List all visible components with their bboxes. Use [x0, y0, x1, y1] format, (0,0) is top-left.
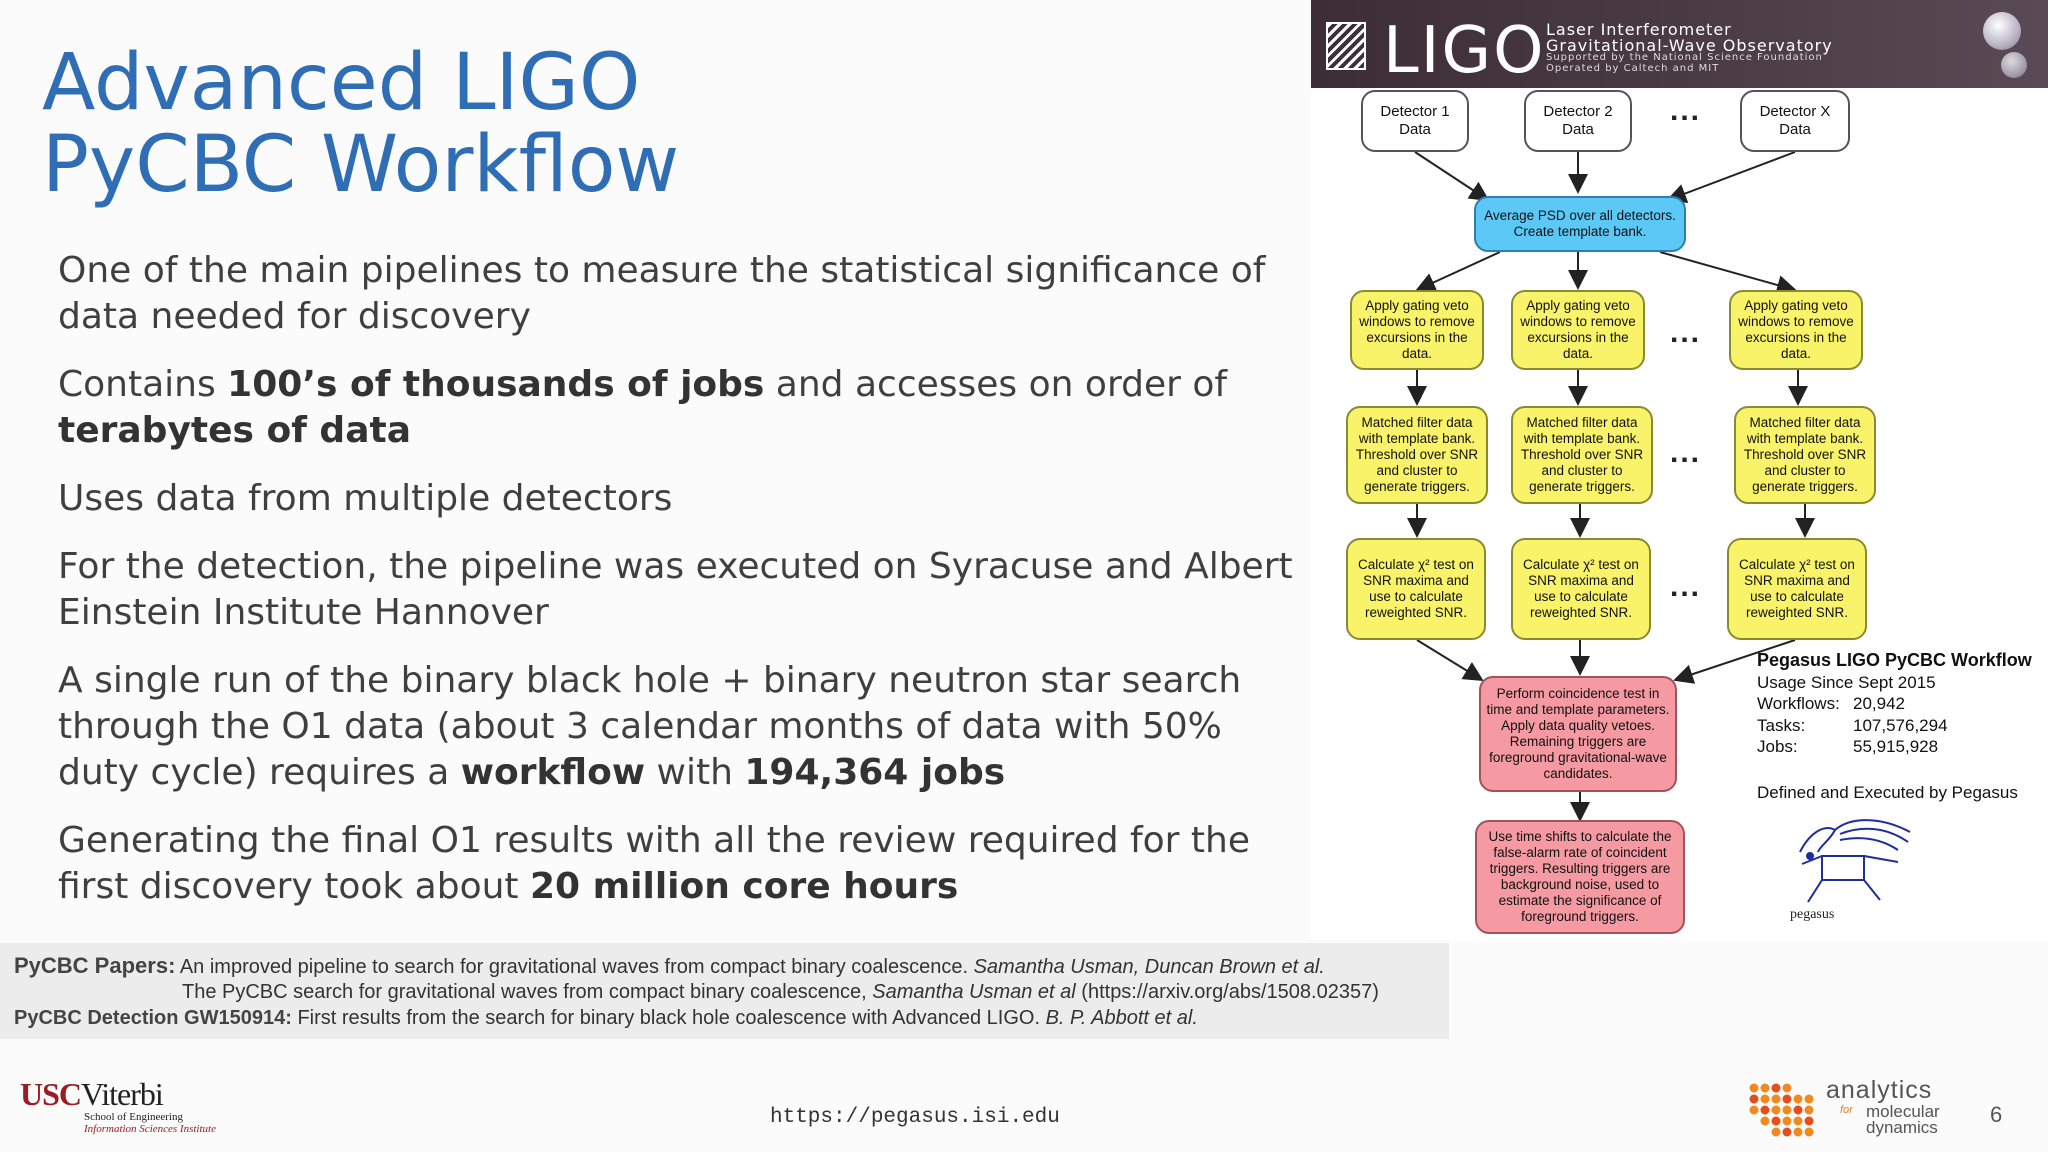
- paper1-text: An improved pipeline to search for gravitational waves from compact binary coalescence.: [179, 956, 974, 978]
- detector-1-node: [1361, 90, 1469, 152]
- bullet-emphasis: terabytes of data: [58, 410, 411, 451]
- bullet-emphasis: 20 million core hours: [530, 866, 959, 907]
- matched-node-x: [1734, 406, 1876, 504]
- usc-logo-bold: USC: [20, 1076, 82, 1112]
- chi-node-x: [1727, 538, 1867, 640]
- pegasus-logo-text: pegasus: [1790, 907, 1835, 922]
- matched-node-2: [1511, 406, 1653, 504]
- timeshift-node: [1475, 820, 1685, 934]
- bullet-text: One of the main pipelines to measure the statistical significance of data needed for discovery: [58, 250, 1266, 337]
- paper1-authors: Samantha Usman, Duncan Brown et al.: [973, 956, 1325, 978]
- gating-label: Apply gating veto windows to remove excursions in the data.: [1359, 298, 1475, 361]
- detector-1-label: Detector 1 Data: [1380, 103, 1450, 138]
- matched-node-1: [1346, 406, 1488, 504]
- ellipsis: ...: [1670, 436, 1702, 469]
- matched-label: Matched filter data with template bank. Threshold over SNR and cluster to generate triggers.: [1355, 415, 1479, 494]
- paper2-link[interactable]: (https://arxiv.org/abs/1508.02357): [1075, 981, 1379, 1003]
- gating-node-1: [1350, 290, 1484, 370]
- chi-label: Calculate χ² test on SNR maxima and use to calculate reweighted SNR.: [1523, 557, 1639, 620]
- ligo-subtitle-1: Laser Interferometer: [1546, 20, 1732, 39]
- chi-node-2: [1511, 538, 1651, 640]
- stats-row: Tasks: 107,576,294: [1757, 715, 1948, 735]
- detector-2-node: [1524, 90, 1632, 152]
- footer-url-link[interactable]: https://pegasus.isi.edu: [770, 1106, 1060, 1129]
- amd-logo-text-3: molecular: [1866, 1102, 1940, 1121]
- bullet-text: Contains: [58, 364, 228, 405]
- detection-authors: B. P. Abbott et al.: [1045, 1007, 1198, 1029]
- ligo-subtitle-2: Gravitational-Wave Observatory: [1546, 36, 1833, 55]
- usc-school: School of Engineering: [84, 1111, 183, 1123]
- title-line-2: PyCBC Workflow: [42, 120, 680, 210]
- timeshift-label: Use time shifts to calculate the false-alarm rate of coincident triggers. Resulting triggers are background noise, used to estimate the significance of foreground triggers.: [1488, 829, 1672, 924]
- arrow: [1417, 640, 1482, 680]
- arrow: [1415, 152, 1488, 200]
- pegasus-logo-icon: [1780, 812, 1930, 924]
- arrow: [1417, 252, 1500, 290]
- bullet-emphasis: 194,364 jobs: [744, 752, 1006, 793]
- defined-by-text: Defined and Executed by Pegasus: [1757, 783, 2018, 802]
- arrow: [1668, 152, 1795, 200]
- bullet-text: A single run of the binary black hole + binary neutron star search through the O1 data (about 3 calendar months of data with 50% duty cycle) requires a: [58, 660, 1242, 793]
- bullet-emphasis: 100’s of thousands of jobs: [227, 364, 765, 405]
- bullet-text: Generating the final O1 results with all the review required for the first discovery took about: [58, 820, 1251, 907]
- psd-label: Average PSD over all detectors. Create template bank.: [1484, 208, 1676, 239]
- amd-logo-text-4: dynamics: [1866, 1118, 1938, 1137]
- coincidence-node: [1479, 676, 1677, 792]
- detector-x-label: Detector X Data: [1759, 103, 1831, 138]
- amd-logo-text-2: for: [1840, 1104, 1853, 1116]
- amd-logo: [1748, 1078, 1968, 1138]
- arrow: [1660, 252, 1795, 290]
- coincidence-label: Perform coincidence test in time and template parameters. Apply data quality vetoes. Remaining triggers are foreground gravitational-wave candidates.: [1486, 686, 1670, 781]
- detector-x-node: [1740, 90, 1850, 152]
- stats-row: Workflows: 20,942: [1757, 694, 1905, 713]
- usc-institute: Information Sciences Institute: [84, 1123, 216, 1135]
- ellipsis: ...: [1670, 316, 1702, 349]
- bullet-text: Uses data from multiple detectors: [58, 478, 673, 519]
- bullet-text: For the detection, the pipeline was executed on Syracuse and Albert Einstein Institute Hannover: [58, 546, 1293, 633]
- ligo-logo-text: LIGO: [1383, 14, 1546, 88]
- gating-label: Apply gating veto windows to remove excursions in the data.: [1520, 298, 1636, 361]
- matched-label: Matched filter data with template bank. Threshold over SNR and cluster to generate triggers.: [1520, 415, 1644, 494]
- ellipsis: ...: [1670, 94, 1702, 127]
- bullet-emphasis: workflow: [460, 752, 646, 793]
- matched-label: Matched filter data with template bank. Threshold over SNR and cluster to generate triggers.: [1743, 415, 1867, 494]
- bullet-text: with: [645, 752, 745, 793]
- detection-text: First results from the search for binary black hole coalescence with Advanced LIGO.: [297, 1007, 1046, 1029]
- detector-2-label: Detector 2 Data: [1543, 103, 1613, 138]
- gating-node-x: [1729, 290, 1863, 370]
- pegasus-usage-stats: [1757, 650, 2032, 758]
- gating-label: Apply gating veto windows to remove excursions in the data.: [1738, 298, 1854, 361]
- chi-label: Calculate χ² test on SNR maxima and use to calculate reweighted SNR.: [1739, 557, 1855, 620]
- papers-label: PyCBC Papers:: [14, 953, 176, 978]
- usc-viterbi-logo: [20, 1076, 216, 1135]
- title-line-1: Advanced LIGO: [42, 38, 641, 128]
- page-number: 6: [1990, 1102, 2003, 1127]
- usc-logo-rest: Viterbi: [81, 1076, 163, 1112]
- paper2-text: The PyCBC search for gravitational waves from compact binary coalescence,: [182, 981, 873, 1003]
- ligo-subtitle-4: Operated by Caltech and MIT: [1546, 63, 1720, 74]
- stats-title: Pegasus LIGO PyCBC Workflow: [1757, 650, 2032, 670]
- gating-node-2: [1511, 290, 1645, 370]
- paper2-authors: Samantha Usman et al: [872, 981, 1076, 1003]
- detection-label: PyCBC Detection GW150914:: [14, 1007, 292, 1029]
- bullet-text: and accesses on order of: [764, 364, 1228, 405]
- psd-node: [1474, 196, 1686, 252]
- chi-label: Calculate χ² test on SNR maxima and use to calculate reweighted SNR.: [1358, 557, 1474, 620]
- ellipsis: ...: [1670, 570, 1702, 603]
- amd-logo-text-1: analytics: [1826, 1076, 1933, 1104]
- amd-dots-icon: [1748, 1082, 1822, 1138]
- stats-since: Usage Since Sept 2015: [1757, 672, 1936, 692]
- chi-node-1: [1346, 538, 1486, 640]
- stats-row: Jobs: 55,915,928: [1757, 737, 1939, 756]
- ligo-subtitle-3: Supported by the National Science Foundation: [1546, 52, 1823, 63]
